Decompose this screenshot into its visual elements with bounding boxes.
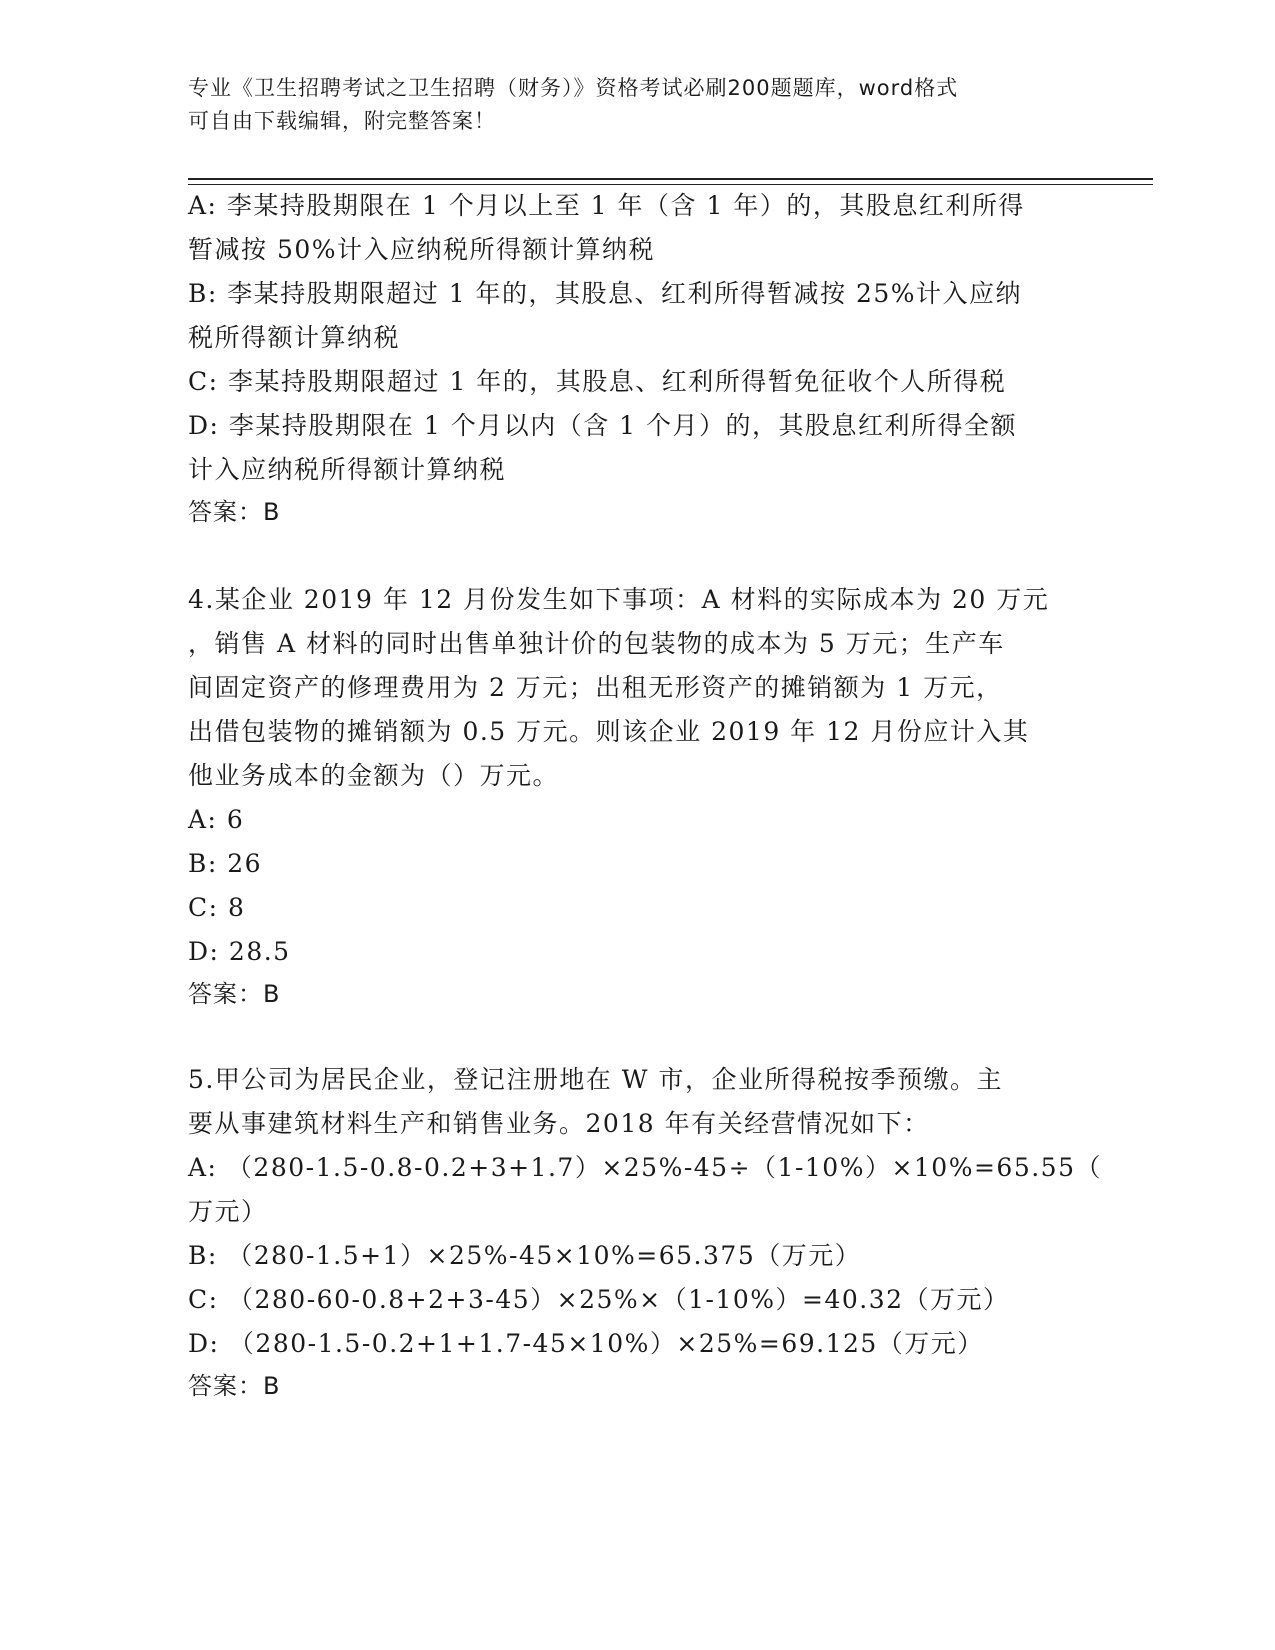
q5-option-a-line-2: 万元）	[188, 1197, 268, 1226]
q3-option-b-line-2: 税所得额计算纳税	[188, 323, 401, 352]
q5-answer: 答案：B	[188, 1372, 281, 1400]
q4-stem-line-3: 间固定资产的修理费用为 2 万元；出租无形资产的摊销额为 1 万元，	[188, 673, 1003, 702]
q3-option-a-line-2: 暂减按 50%计入应纳税所得额计算纳税	[188, 235, 656, 264]
header-rule-thin	[188, 184, 1153, 185]
q3-option-d-line-1: D: 李某持股期限在 1 个月以内（含 1 个月）的，其股息红利所得全额	[188, 411, 1018, 440]
document-header	[188, 72, 1068, 138]
q3-option-a-line-1: A: 李某持股期限在 1 个月以上至 1 年（含 1 年）的，其股息红利所得	[188, 191, 1025, 220]
q4-option-d: D: 28.5	[188, 937, 291, 966]
q4-stem-line-4: 出借包装物的摊销额为 0.5 万元。则该企业 2019 年 12 月份应计入其	[188, 717, 1030, 746]
q5-option-b: B: （280-1.5+1）×25%-45×10%=65.375（万元）	[188, 1241, 862, 1270]
q4-option-b: B: 26	[188, 849, 263, 878]
q3-answer: 答案：B	[188, 498, 281, 526]
q3-option-d-line-2: 计入应纳税所得额计算纳税	[188, 455, 507, 484]
q3-option-b-line-1: B: 李某持股期限超过 1 年的，其股息、红利所得暂减按 25%计入应纳	[188, 279, 1023, 308]
q4-answer: 答案：B	[188, 980, 281, 1008]
q5-stem-line-1: 5.甲公司为居民企业，登记注册地在 W 市，企业所得税按季预缴。主	[188, 1065, 1003, 1094]
header-rule-thick	[188, 178, 1153, 180]
q5-option-c: C: （280-60-0.8+2+3-45）×25%×（1-10%）=40.32（万元）	[188, 1285, 1010, 1314]
q4-stem-line-1: 4.某企业 2019 年 12 月份发生如下事项：A 材料的实际成本为 20 万元	[188, 585, 1050, 614]
q4-option-c: C: 8	[188, 893, 246, 922]
q5-option-a-line-1: A: （280-1.5-0.8-0.2+3+1.7）×25%-45÷（1-10%）×10%=65.55（	[188, 1153, 1102, 1182]
q4-stem-line-2: ，销售 A 材料的同时出售单独计价的包装物的成本为 5 万元；生产车	[188, 629, 1005, 658]
header-line-1: 专业《卫生招聘考试之卫生招聘（财务）》资格考试必刷200题题库，word格式	[188, 76, 959, 100]
q4-option-a: A: 6	[188, 805, 245, 834]
q3-option-c: C: 李某持股期限超过 1 年的，其股息、红利所得暂免征收个人所得税	[188, 367, 1007, 396]
q5-stem-line-2: 要从事建筑材料生产和销售业务。2018 年有关经营情况如下：	[188, 1109, 930, 1138]
q4-stem-line-5: 他业务成本的金额为（）万元。	[188, 761, 560, 790]
q5-option-d: D: （280-1.5-0.2+1+1.7-45×10%）×25%=69.125（万元）	[188, 1329, 984, 1358]
header-line-2: 可自由下载编辑，附完整答案！	[188, 109, 496, 133]
